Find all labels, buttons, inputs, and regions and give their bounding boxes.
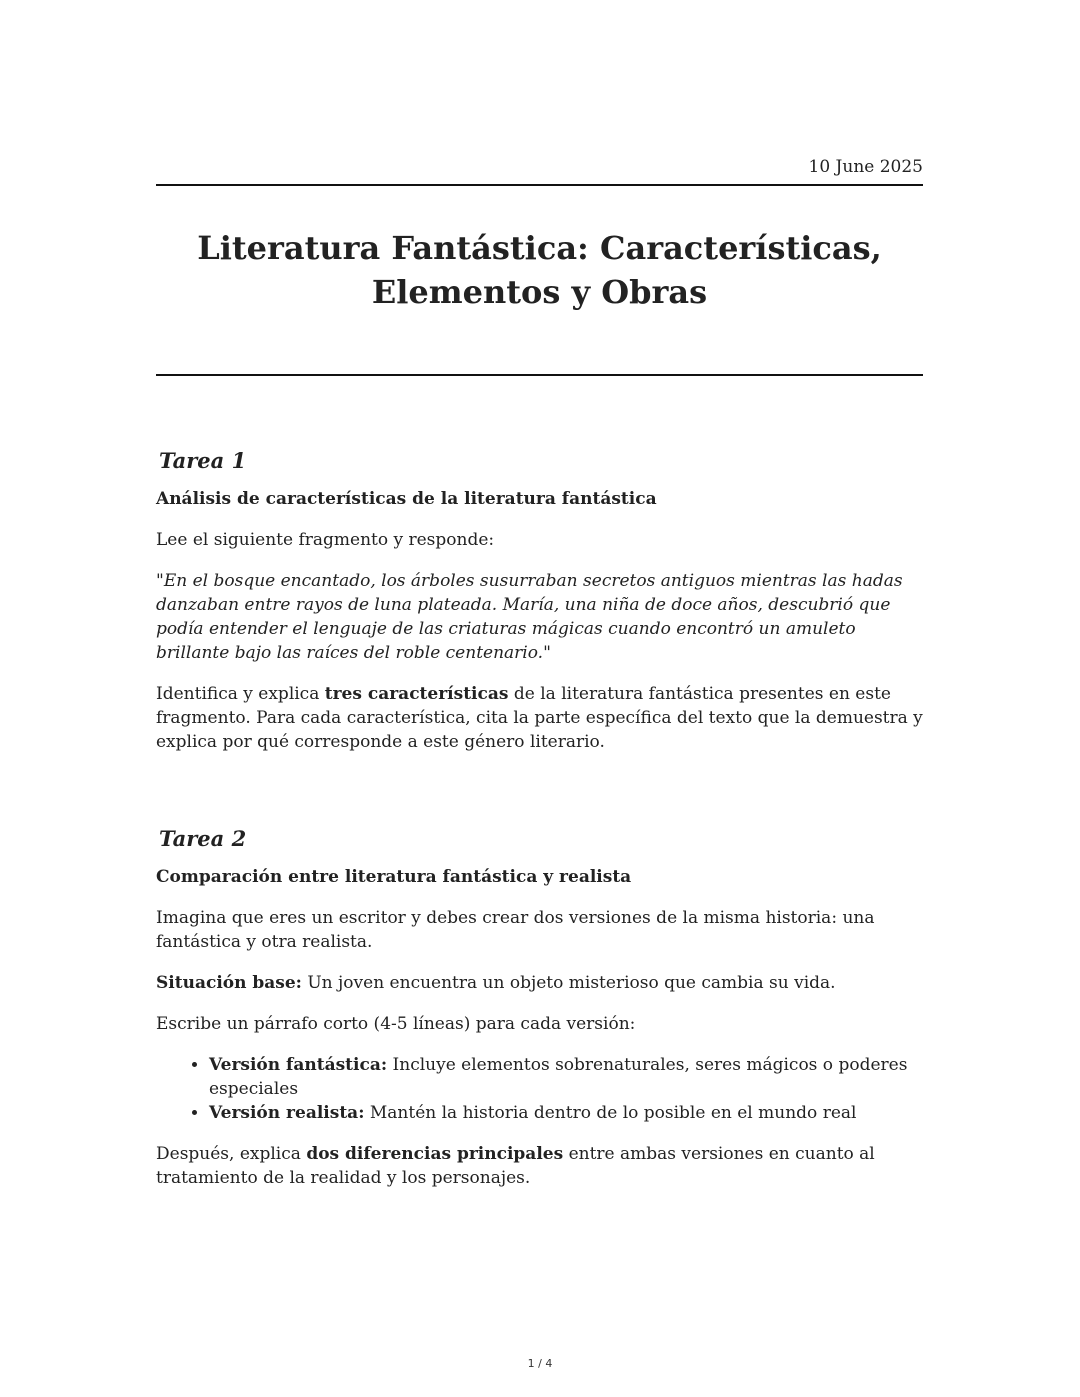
task-2-closing-post: entre ambas versiones en cuanto al tratamiento de la realidad y los personajes. bbox=[156, 1144, 875, 1188]
situation-label: Situación base: bbox=[156, 973, 302, 993]
title-line-1: Literatura Fantástica: Características, bbox=[197, 229, 882, 267]
header-divider bbox=[156, 184, 923, 186]
task-2-closing bbox=[156, 1142, 923, 1190]
task-2-subtitle: Comparación entre literatura fantástica y realista bbox=[156, 867, 632, 887]
list-item bbox=[209, 1101, 923, 1125]
task-2-closing-pre: Después, explica bbox=[156, 1144, 307, 1164]
title-divider bbox=[156, 374, 923, 376]
list-item-label: Versión realista: bbox=[209, 1103, 365, 1123]
task-1-instruction-emphasis: tres características bbox=[324, 684, 509, 704]
task-2-situation bbox=[156, 971, 923, 995]
task-2-closing-emphasis: dos diferencias principales bbox=[306, 1144, 564, 1164]
list-item bbox=[209, 1053, 923, 1101]
task-1-instruction bbox=[156, 682, 923, 754]
task-1-instruction-post: de la literatura fantástica presentes en este fragmento. Para cada característica, cita la parte específica del texto que la demuestra y explica por qué corresponde a este género literario. bbox=[156, 684, 923, 752]
task-2-prompt: Escribe un párrafo corto (4-5 líneas) para cada versión: bbox=[156, 1014, 636, 1034]
task-1-subtitle: Análisis de características de la literatura fantástica bbox=[156, 489, 657, 509]
task-2-heading: Tarea 2 bbox=[159, 826, 247, 851]
task-1-instruction-pre: Identifica y explica bbox=[156, 684, 325, 704]
version-list bbox=[156, 1053, 923, 1125]
task-1-quote: "En el bosque encantado, los árboles susurraban secretos antiguos mientras las hadas danzaban entre rayos de luna plateada. María, una niña de doce años, descubrió que podía entender el lenguaje de las criaturas mágicas cuando encontró un amuleto brillante bajo las raíces del roble centenario." bbox=[156, 571, 903, 663]
list-item-label: Versión fantástica: bbox=[209, 1055, 388, 1075]
list-item-text: Mantén la historia dentro de lo posible en el mundo real bbox=[364, 1103, 857, 1123]
document-date: 10 June 2025 bbox=[808, 157, 923, 177]
task-2-section bbox=[156, 825, 923, 1190]
situation-text: Un joven encuentra un objeto misterioso que cambia su vida. bbox=[301, 973, 836, 993]
task-1-intro: Lee el siguiente fragmento y responde: bbox=[156, 530, 495, 550]
list-item-text: Incluye elementos sobrenaturales, seres mágicos o poderes especiales bbox=[209, 1055, 908, 1099]
task-1-section bbox=[156, 447, 923, 754]
page-number: 1 / 4 bbox=[527, 1357, 553, 1370]
page-title bbox=[156, 226, 923, 314]
title-line-2: Elementos y Obras bbox=[371, 273, 708, 311]
task-2-intro: Imagina que eres un escritor y debes crear dos versiones de la misma historia: una fantástica y otra realista. bbox=[156, 908, 875, 952]
task-1-heading: Tarea 1 bbox=[159, 448, 247, 473]
